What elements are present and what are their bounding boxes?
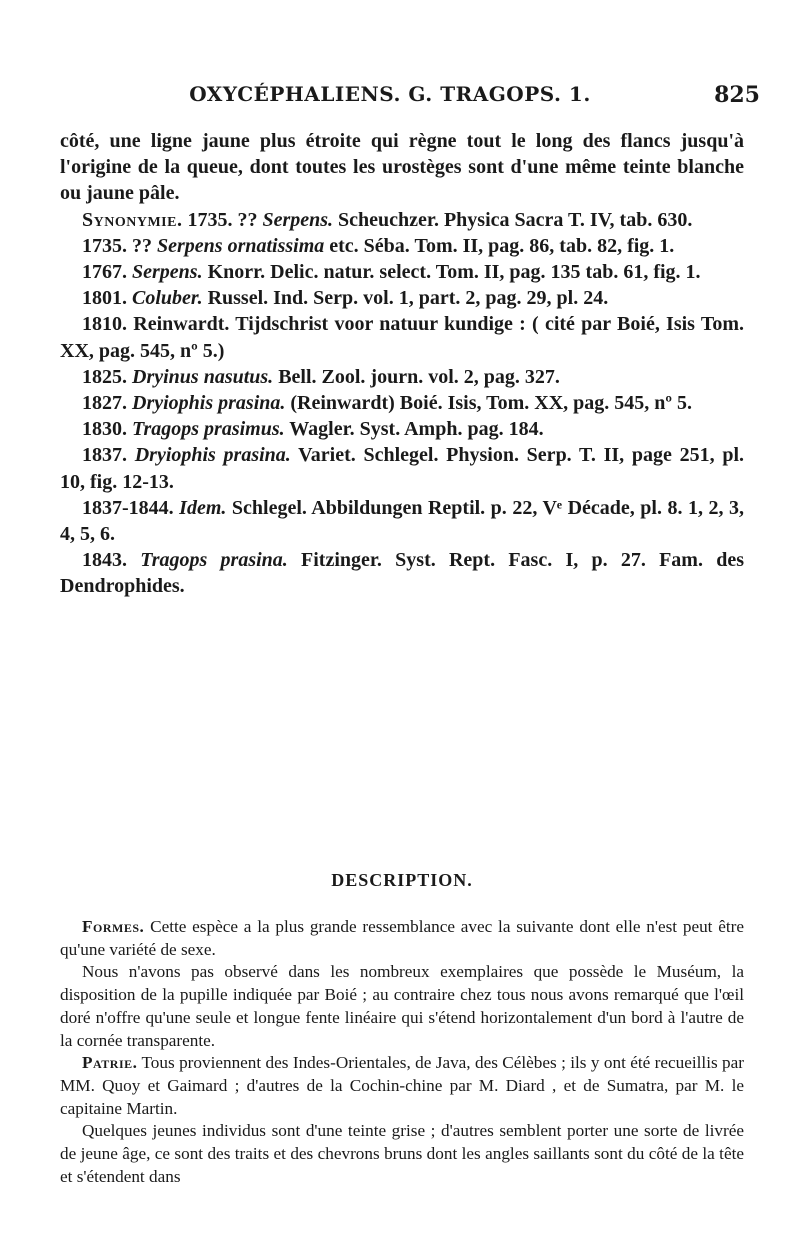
synonymy-entry-7 <box>60 416 744 442</box>
synonymy-entry-prefix: 1810. <box>82 313 134 336</box>
intro-paragraph: côté, une ligne jaune plus étroite qui règne tout le long des flancs jusqu'à l'origine de la queue, dont toutes les urostèges sont d'une même teinte blanche ou jaune pâle. <box>60 130 744 205</box>
synonymy-entry-9 <box>60 495 744 547</box>
synonymy-entry-prefix: 1801. <box>82 287 132 310</box>
synonymy-entry-prefix: 1837. <box>82 444 135 467</box>
paragraph-text: Nous n'avons pas observé dans les nombreux exemplaires que possède le Muséum, la disposition de la pupille indiquée par Boié ; au contraire chez tous nous avons remarqué que l'œil doré n'offre qu'une seule et longue fente linéaire qui s'étend horizontalement d'un bord à l'autre de la cornée transparente. <box>60 962 744 1050</box>
synonymy-entry-name: Serpens. <box>262 208 334 231</box>
synonymy-entry-6 <box>60 390 744 416</box>
synonymy-entry-name: Idem. <box>179 496 227 519</box>
synonymy-entry-prefix: 1825. <box>82 365 132 388</box>
synonymy-entry-rest: Scheuchzer. Physica Sacra T. IV, tab. 630. <box>333 208 693 231</box>
description-paragraph-2 <box>60 1052 744 1120</box>
synonymy-entry-name: Dryiophis prasina. <box>134 444 291 467</box>
description-paragraph-0 <box>60 916 744 961</box>
synonymy-entry-rest: Variet. Schlegel. Physion. Serp. T. II, page 251, pl. 10, fig. 12-13. <box>60 444 745 493</box>
synonymy-entry-name: Tragops prasina. <box>140 549 288 572</box>
synonymy-entry-rest: Wagler. Syst. Amph. pag. 184. <box>284 418 544 441</box>
main-text <box>60 128 744 600</box>
synonymy-entry-5 <box>60 364 744 390</box>
synonymy-entry-prefix: 1830. <box>82 418 132 441</box>
synonymy-entry-rest: Knorr. Delic. natur. select. Tom. II, pag. 135 tab. 61, fig. 1. <box>202 261 701 284</box>
description-text <box>60 916 744 1188</box>
synonymy-entry-rest: etc. Séba. Tom. II, pag. 86, tab. 82, fig. 1. <box>324 234 675 257</box>
synonymy-entry-name: Dryinus nasutus. <box>132 365 274 388</box>
synonymy-entry-prefix: 1837-1844. <box>82 496 180 519</box>
paragraph-label: Patrie. <box>82 1053 138 1073</box>
synonymy-entry-3 <box>60 285 744 311</box>
synonymy-entry-name: Serpens. <box>132 261 203 284</box>
synonymy-entry-1 <box>60 233 744 259</box>
synonymy-entry-prefix: 1827. <box>82 392 132 415</box>
synonymy-entry-2 <box>60 259 744 285</box>
description-paragraph-3 <box>60 1120 744 1188</box>
synonymy-entry-prefix: 1843. <box>82 549 141 572</box>
running-title: OXYCÉPHALIENS. G. TRAGOPS. 1. <box>189 82 591 106</box>
paragraph-text: Cette espèce a la plus grande ressemblance avec la suivante dont elle n'est peut être qu'une variété de sexe. <box>60 917 744 959</box>
description-paragraph-1 <box>60 961 744 1052</box>
synonymy-entry-prefix: 1767. <box>82 261 132 284</box>
synonymy-entry-rest: Fitzinger. Syst. Rept. Fasc. I, p. 27. Fam. des Dendrophides. <box>60 549 744 598</box>
description-heading: DESCRIPTION. <box>331 870 473 890</box>
synonymy-entry-rest: Reinwardt. Tijdschrist voor natuur kundige : ( cité par Boié, Isis Tom. XX, pag. 545, nº 5.) <box>60 313 745 362</box>
paragraph-label: Formes. <box>82 917 145 936</box>
synonymy-entry-rest: Russel. Ind. Serp. vol. 1, part. 2, pag. 29, pl. 24. <box>202 287 609 310</box>
synonymy-entry-rest: (Reinwardt) Boié. Isis, Tom. XX, pag. 545, nº 5. <box>285 392 693 415</box>
synonymy-entry-name: Dryiophis prasina. <box>132 392 286 415</box>
synonymy-entry-rest: Schlegel. Abbildungen Reptil. p. 22, Vᵉ Décade, pl. 8. 1, 2, 3, 4, 5, 6. <box>60 496 744 546</box>
paragraph-text: Tous proviennent des Indes-Orientales, de Java, des Célèbes ; ils y ont été recueillis par MM. Quoy et Gaimard ; d'autres de la Cochin-chine par M. Diard , et de Sumatra, par M. le capitaine Martin. <box>60 1053 744 1118</box>
paragraph-text: Quelques jeunes individus sont d'une teinte grise ; d'autres semblent porter une sorte de livrée de jeune âge, ce sont des traits et des chevrons bruns dont les angles saillants sont du côté de la tête et s'étendent dans <box>60 1121 744 1186</box>
synonymy-entry-name: Serpens ornatissima <box>157 234 325 257</box>
synonymy-entry-rest: Bell. Zool. journ. vol. 2, pag. 327. <box>273 365 560 388</box>
synonymy-entry-8 <box>60 442 744 494</box>
synonymy-entry-name: Coluber. <box>132 287 203 310</box>
synonymy-label: Synonymie. <box>82 208 183 231</box>
synonymy-entry-0 <box>60 207 744 233</box>
running-head <box>60 82 760 118</box>
synonymy-entry-name: Tragops prasimus. <box>132 418 285 441</box>
synonymy-entry-prefix: 1735. ?? <box>187 208 263 231</box>
synonymy-entry-10 <box>60 547 744 599</box>
page-number: 825 <box>714 82 760 108</box>
synonymy-entry-4 <box>60 311 744 363</box>
synonymy-entry-prefix: 1735. ?? <box>82 234 157 257</box>
